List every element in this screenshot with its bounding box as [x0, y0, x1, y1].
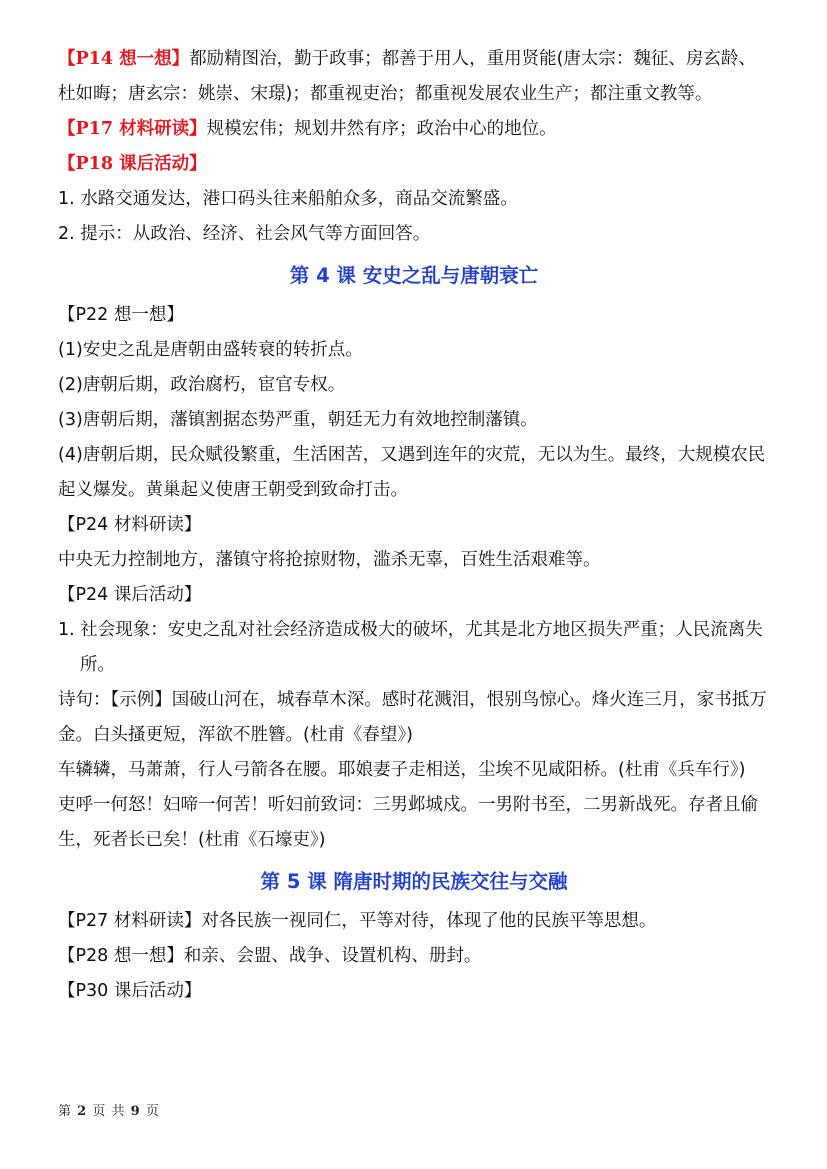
footer-mid: 页 共 [92, 1104, 125, 1119]
lesson5-title: 第 5 课 隋唐时期的民族交往与交融 [260, 870, 568, 893]
p27-paragraph [58, 904, 770, 939]
p22-tag: 【P22 想一想】 [58, 305, 184, 325]
p18-item-1: 1. 水路交通发达，港口码头往来船舶众多，商品交流繁盛。 [58, 189, 518, 209]
p18-tag: 【P18 课后活动】 [58, 154, 207, 174]
p14-tag: 【P14 想一想】 [58, 49, 190, 69]
footer-total-pages: 9 [130, 1104, 140, 1119]
p24-activity-item-1: 1. 社会现象：安史之乱对社会经济造成极大的破坏，尤其是北方地区损失严重；人民流离失所。 [58, 620, 763, 675]
p22-item-1: (1)安史之乱是唐朝由盛转衰的转折点。 [58, 340, 363, 360]
document-page [58, 42, 770, 1009]
footer-suffix: 页 [145, 1104, 159, 1119]
p17-text: 规模宏伟；规划井然有序；政治中心的地位。 [206, 119, 557, 139]
p18-item-2: 2. 提示：从政治、经济、社会风气等方面回答。 [58, 224, 431, 244]
p17-tag: 【P17 材料研读】 [58, 119, 207, 139]
footer-prefix: 第 [58, 1104, 72, 1119]
p28-tag: 【P28 想一想】 [58, 946, 184, 966]
p22-item-2: (2)唐朝后期，政治腐朽，宦官专权。 [58, 375, 346, 395]
p28-text: 和亲、会盟、战争、设置机构、册封。 [183, 946, 482, 966]
p22-item-3: (3)唐朝后期，藩镇割据态势严重，朝廷无力有效地控制藩镇。 [58, 410, 538, 430]
footer-page-number: 2 [77, 1104, 87, 1119]
page-footer [58, 1100, 159, 1119]
p27-text: 对各民族一视同仁，平等对待，体现了他的民族平等思想。 [201, 911, 657, 931]
p27-tag: 【P27 材料研读】 [58, 911, 202, 931]
poem-bingchexing: 车辚辚，马萧萧，行人弓箭各在腰。耶娘妻子走相送，尘埃不见咸阳桥。(杜甫《兵车行》) [58, 760, 746, 780]
p24-activity-tag: 【P24 课后活动】 [58, 585, 202, 605]
p24-reading-tag: 【P24 材料研读】 [58, 515, 202, 535]
p14-text: 都励精图治，勤于政事；都善于用人，重用贤能(唐太宗：魏征、房玄龄、杜如晦；唐玄宗：姚崇、宋璟)；都重视吏治；都重视发展农业生产；都注重文教等。 [58, 49, 756, 104]
p24-reading-text: 中央无力控制地方，藩镇守将抢掠财物，滥杀无辜，百姓生活艰难等。 [58, 550, 601, 570]
p30-tag: 【P30 课后活动】 [58, 981, 202, 1001]
p28-paragraph [58, 939, 770, 974]
poem-chunwang: 诗句：【示例】国破山河在，城春草木深。感时花溅泪，恨别鸟惊心。烽火连三月，家书抵万金。白头搔更短，浑欲不胜簪。(杜甫《春望》) [58, 690, 767, 745]
p22-item-4: (4)唐朝后期，民众赋役繁重，生活困苦，又遇到连年的灾荒，无以为生。最终，大规模农民起义爆发。黄巢起义使唐王朝受到致命打击。 [58, 445, 766, 500]
poem-shihaoli: 吏呼一何怒！妇啼一何苦！听妇前致词：三男邺城戍。一男附书至，二男新战死。存者且偷生，死者长已矣！(杜甫《石壕吏》) [58, 795, 758, 850]
lesson4-title: 第 4 课 安史之乱与唐朝衰亡 [289, 264, 539, 287]
p14-paragraph [58, 42, 770, 112]
p17-paragraph [58, 112, 770, 147]
